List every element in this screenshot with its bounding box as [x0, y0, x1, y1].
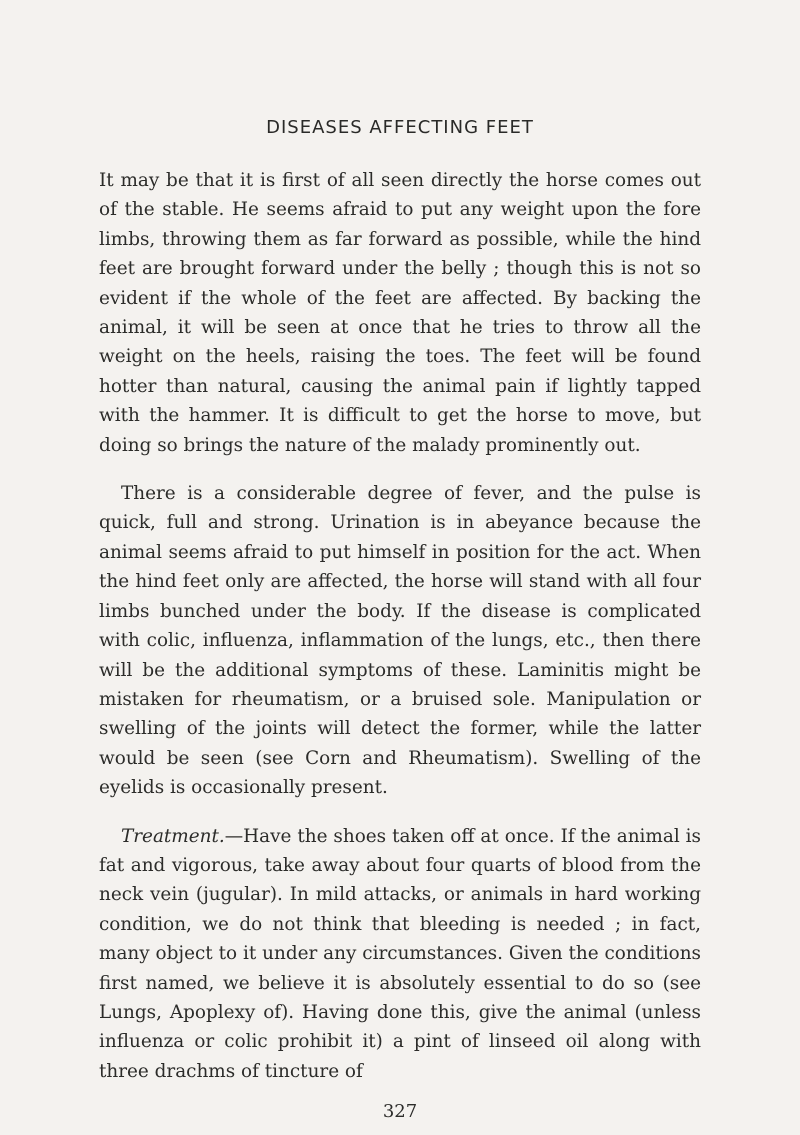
page-title: DISEASES AFFECTING FEET: [266, 117, 534, 138]
page-number: 327: [382, 1101, 418, 1122]
body-text: [99, 166, 701, 1086]
paragraph-fever: There is a considerable degree of fever, and the pulse is quick, full and strong. Urination is in abeyance because the animal seems afraid to put himself in position for the act. When the hind feet only are affected, the horse will stand with all four limbs bunched under the body. If the disease is complicated with colic, influenza, inflammation of the lungs, etc., then there will be the additional symptoms of these. Laminitis might be mistaken for rheumatism, or a bruised sole. Manipulation or swelling of the joints will detect the former, while the latter would be seen (see Corn and Rheumatism). Swelling of the eyelids is occasionally present.: [99, 483, 701, 799]
treatment-label: Treatment.: [121, 825, 225, 847]
paragraph-symptoms: It may be that it is first of all seen directly the horse comes out of the stable. He seems afraid to put any weight upon the fore limbs, throwing them as far forward as possible, while the hind feet are brought forward under the belly ; though this is not so evident if the whole of the feet are affected. By backing the animal, it will be seen at once that he tries to throw all the weight on the heels, raising the toes. The feet will be found hotter than natural, causing the animal pain if lightly tapped with the hammer. It is difficult to get the horse to move, but doing so brings the nature of the malady prominently out.: [99, 170, 701, 456]
paragraph-treatment: [99, 822, 701, 1087]
treatment-text: —Have the shoes taken off at once. If the animal is fat and vigorous, take away about four quarts of blood from the neck vein (jugular). In mild attacks, or animals in hard working condition, we do not think that bleeding is needed ; in fact, many object to it under any circumstances. Given the conditions first named, we believe it is absolutely essential to do so (see Lungs, Apoplexy of). Having done this, give the animal (unless influenza or colic prohibit it) a pint of linseed oil along with three drachms of tincture of: [99, 825, 701, 1082]
